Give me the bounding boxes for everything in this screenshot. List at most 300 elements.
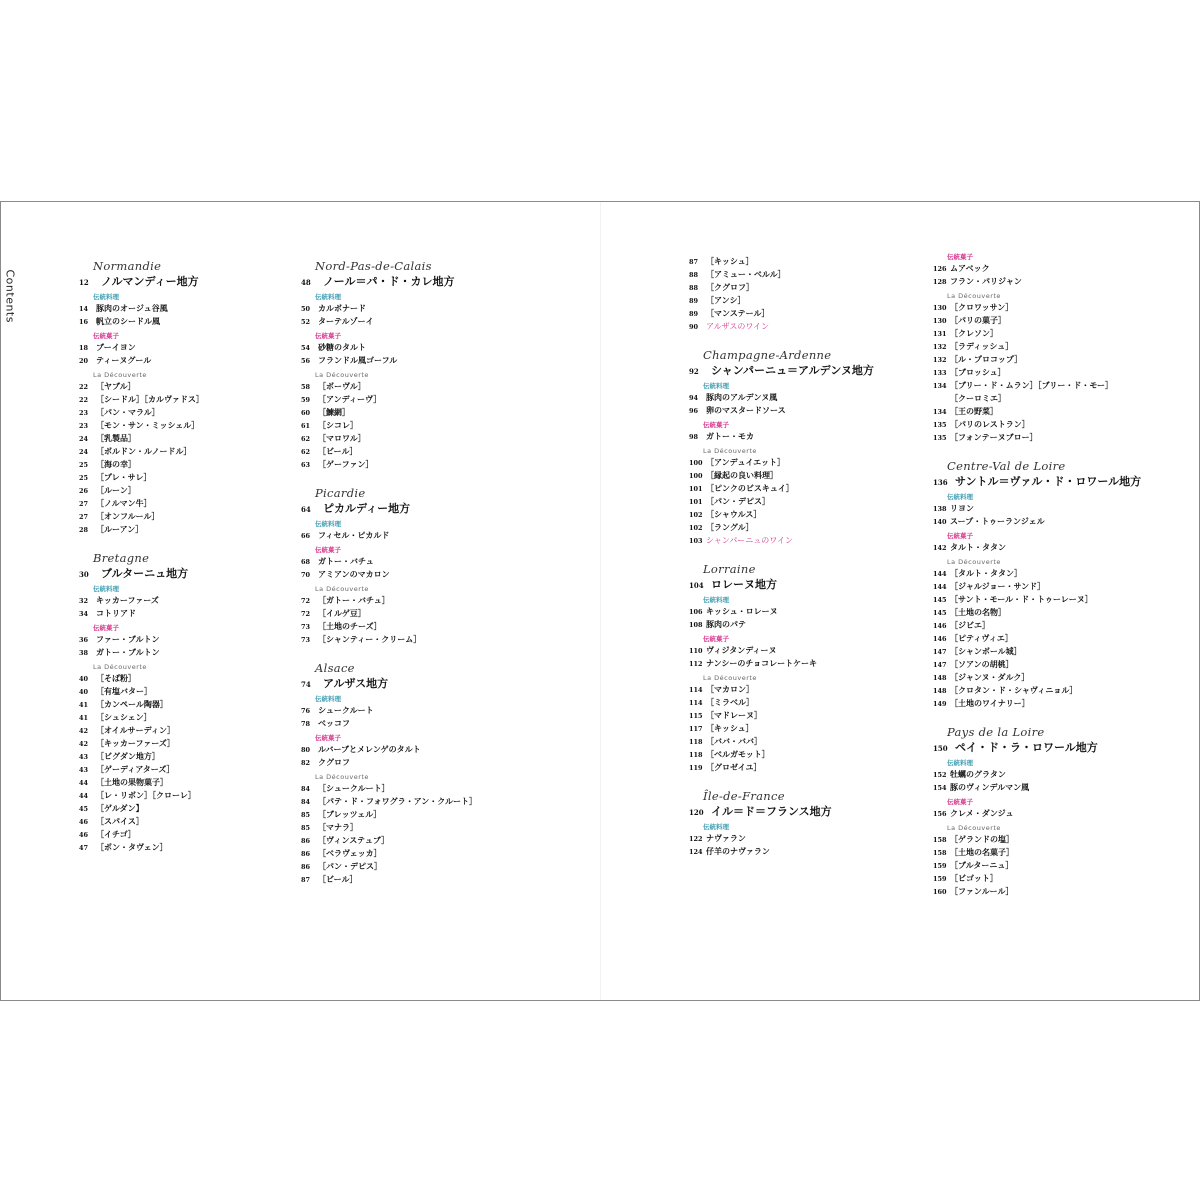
contents-entry: [301, 847, 546, 860]
region-name: サントル＝ヴァル・ド・ロワール地方: [955, 475, 1142, 488]
contents-entry: [933, 658, 1178, 671]
entry-page-number: 23: [79, 409, 89, 417]
section-label: 伝統菓子: [703, 635, 729, 643]
entry-title: 仔羊のナヴァラン: [706, 846, 770, 856]
entry-page-number: 42: [79, 727, 89, 735]
contents-entry: [689, 391, 934, 404]
entry-title: ［シャウルス］: [706, 509, 762, 519]
entry-page-number: 148: [933, 687, 947, 695]
entry-title: 豚肉のアルデンヌ風: [706, 392, 778, 402]
entry-title: ［ソアンの胡桃］: [950, 659, 1014, 669]
contents-entry: [79, 380, 324, 393]
entry-page-number: 119: [689, 764, 703, 772]
entry-title: ［縁起の良い料理］: [706, 470, 778, 480]
entry-page-number: 134: [933, 408, 947, 416]
entry-title: ヴィジタンディーヌ: [706, 645, 777, 655]
contents-entry: [933, 405, 1178, 418]
entry-page-number: 156: [933, 810, 947, 818]
entry-title: ［サント・モール・ド・トゥーレーヌ］: [950, 594, 1093, 604]
entry-page-number: 138: [933, 505, 947, 513]
contents-entry: [689, 495, 934, 508]
entry-page-number: 106: [689, 608, 703, 616]
entry-title: アミアンのマカロン: [318, 569, 390, 579]
entry-page-number: 103: [689, 537, 703, 545]
section-label: 伝統料理: [315, 293, 341, 301]
entry-title: フィセル・ピカルド: [318, 530, 390, 540]
entry-title: ルバーブとメレンゲのタルト: [318, 744, 421, 754]
entry-page-number: 22: [79, 383, 89, 391]
entry-page-number: 142: [933, 544, 947, 552]
entry-page-number: 159: [933, 862, 947, 870]
entry-title: ［海の幸］: [96, 459, 136, 469]
entry-page-number: 80: [301, 746, 311, 754]
contents-entry: [933, 340, 1178, 353]
region-title: [79, 566, 324, 581]
entry-page-number: 59: [301, 396, 311, 404]
entry-title: ターテルゾーイ: [318, 316, 374, 326]
entry-page-number: 89: [689, 297, 699, 305]
entry-title: ［パン・デピス］: [706, 496, 770, 506]
contents-entry: [689, 735, 934, 748]
region-section: [301, 660, 546, 886]
entry-title: ［ヴィンステュブ］: [318, 835, 390, 845]
contents-entry: [689, 534, 934, 547]
entry-title: ［ピティヴィエ］: [950, 633, 1013, 643]
contents-entry: [301, 555, 546, 568]
contents-entry: [933, 833, 1178, 846]
entry-page-number: 86: [301, 863, 311, 871]
entry-page-number: 86: [301, 850, 311, 858]
contents-entry: [933, 262, 1178, 275]
entry-title: タルト・タタン: [950, 542, 1006, 552]
entry-page-number: 140: [933, 518, 947, 526]
contents-entry: [79, 484, 324, 497]
contents-entry: [689, 709, 934, 722]
section-label: 伝統料理: [703, 382, 729, 390]
contents-entry: [79, 672, 324, 685]
entry-title: ナヴァラン: [706, 833, 746, 843]
contents-entry: [301, 756, 546, 769]
region-title: [689, 363, 934, 378]
contents-entry: [79, 302, 324, 315]
entry-title: 豚肉のパテ: [706, 619, 746, 629]
entry-page-number: 117: [689, 725, 703, 733]
contents-entry: [301, 380, 546, 393]
contents-entry: [933, 418, 1178, 431]
contents-entry: [933, 684, 1178, 697]
region-section: [689, 561, 934, 774]
contents-entry: [933, 859, 1178, 872]
section-label: 伝統料理: [315, 520, 341, 528]
contents-entry: [79, 445, 324, 458]
entry-title: ［ファンルール］: [950, 886, 1014, 896]
entry-page-number: 126: [933, 265, 947, 273]
entry-page-number: 135: [933, 434, 947, 442]
section-label: La Découverte: [315, 371, 369, 379]
entry-page-number: 62: [301, 448, 311, 456]
entry-page-number: 40: [79, 675, 89, 683]
entry-page-number: 18: [79, 344, 89, 352]
contents-entry: [79, 841, 324, 854]
contents-entry: [689, 722, 934, 735]
contents-entry: [79, 432, 324, 445]
contents-entry: [689, 696, 934, 709]
entry-page-number: 41: [79, 714, 89, 722]
contents-entry: [933, 872, 1178, 885]
entry-page-number: 46: [79, 831, 89, 839]
entry-page-number: 28: [79, 526, 89, 534]
section-label: La Découverte: [93, 371, 147, 379]
contents-entry: [933, 353, 1178, 366]
contents-entry: [933, 541, 1178, 554]
entry-title: ［ピンクのビスキュイ］: [706, 483, 794, 493]
contents-entry: [689, 307, 934, 320]
entry-title: ［クロタン・ド・シャヴィニョル］: [950, 685, 1078, 695]
entry-page-number: 82: [301, 759, 311, 767]
entry-title: ［シャンボール城］: [950, 646, 1022, 656]
entry-title: ［パリのレストラン］: [950, 419, 1030, 429]
contents-entry: [933, 781, 1178, 794]
contents-entry: [933, 671, 1178, 684]
entry-page-number: 90: [689, 323, 699, 331]
entry-page-number: 132: [933, 356, 947, 364]
entry-title: ［ビグダン地方］: [96, 751, 160, 761]
entry-title: ガトー・モカ: [706, 431, 754, 441]
contents-entry: [79, 646, 324, 659]
entry-title: ［キッシュ］: [706, 723, 754, 733]
entry-page-number: 27: [79, 500, 89, 508]
contents-entry: [689, 845, 934, 858]
contents-entry: [301, 795, 546, 808]
contents-entry: [79, 698, 324, 711]
region-script-title: Champagne-Ardenne: [703, 348, 832, 362]
entry-page-number: 147: [933, 661, 947, 669]
section-label: La Découverte: [947, 292, 1001, 300]
entry-title: 牡蠣のグラタン: [950, 769, 1006, 779]
contents-entry: [689, 456, 934, 469]
entry-title: ［ブロッシュ］: [950, 367, 1006, 377]
region-name: ノルマンディー地方: [101, 275, 199, 288]
entry-page-number: 94: [689, 394, 699, 402]
contents-entry: [933, 301, 1178, 314]
entry-title: ［シードル］［カルヴァドス］: [96, 394, 204, 404]
entry-page-number: 102: [689, 511, 703, 519]
entry-page-number: 130: [933, 304, 947, 312]
entry-title: ［シュシェン］: [96, 712, 152, 722]
region-script-title: Pays de la Loire: [947, 725, 1045, 739]
entry-page-number: 84: [301, 798, 311, 806]
entry-title: ［クロワッサン］: [950, 302, 1014, 312]
entry-title: スープ・トゥーランジェル: [950, 516, 1045, 526]
contents-entry: [301, 743, 546, 756]
entry-title: ［王の野菜］: [950, 406, 998, 416]
region-title: [933, 474, 1178, 489]
contents-entry: [79, 763, 324, 776]
entry-title: ［ビゴット］: [950, 873, 998, 883]
entry-title: ブーイヨン: [96, 342, 136, 352]
entry-page-number: 144: [933, 583, 947, 591]
entry-title: ［土地の名物］: [950, 607, 1006, 617]
entry-title: ［そば粉］: [96, 673, 136, 683]
entry-page-number: 115: [689, 712, 703, 720]
entry-title: 豚のヴィンデルマン風: [950, 782, 1030, 792]
entry-title: ［ジャルジョー・サンド］: [950, 581, 1046, 591]
contents-entry: [301, 594, 546, 607]
entry-title: ［アンデュイエット］: [706, 457, 785, 467]
entry-title: ［キッシュ］: [706, 256, 754, 266]
entry-title: ［アンディーヴ］: [318, 394, 382, 404]
region-script-title: Picardie: [315, 486, 366, 500]
contents-entry: [689, 618, 934, 631]
contents-entry: [79, 458, 324, 471]
entry-title: ティーヌグール: [96, 355, 152, 365]
contents-entry: [79, 685, 324, 698]
contents-entry: [933, 697, 1178, 710]
entry-page-number: 43: [79, 766, 89, 774]
contents-entry: [301, 607, 546, 620]
contents-entry: [689, 482, 934, 495]
contents-entry: [689, 832, 934, 845]
entry-page-number: 42: [79, 740, 89, 748]
entry-page-number: 149: [933, 700, 947, 708]
entry-page-number: 36: [79, 636, 89, 644]
region-name: ロレーヌ地方: [711, 578, 777, 591]
contents-entry: [689, 683, 934, 696]
section-label: 伝統料理: [315, 695, 341, 703]
entry-page-number: 152: [933, 771, 947, 779]
entry-page-number: 102: [689, 524, 703, 532]
contents-entry: [689, 644, 934, 657]
contents-entry: [79, 828, 324, 841]
contents-entry: [79, 419, 324, 432]
entry-page-number: 25: [79, 474, 89, 482]
contents-entry: [933, 502, 1178, 515]
entry-title: ［ノルマン牛］: [96, 498, 152, 508]
entry-title: ［パテ・ド・フォワグラ・アン・クルート］: [318, 796, 478, 806]
contents-entry: [301, 860, 546, 873]
entry-page-number: 84: [301, 785, 311, 793]
region-title: [301, 676, 546, 691]
region-section: [689, 255, 934, 333]
contents-entry: [301, 782, 546, 795]
entry-title: ［クーロミエ］: [950, 393, 1006, 403]
entry-title: ［イルゲ豆］: [318, 608, 366, 618]
section-label: 伝統菓子: [947, 253, 973, 261]
entry-title: ［マロワル］: [318, 433, 366, 443]
entry-title: ［イチゴ］: [96, 829, 136, 839]
entry-title: ［土地のワイナリー］: [950, 698, 1030, 708]
section-label: La Découverte: [315, 773, 369, 781]
entry-page-number: 96: [689, 407, 699, 415]
region-page-number: 74: [301, 680, 311, 689]
section-label: 伝統菓子: [315, 546, 341, 554]
entry-page-number: 61: [301, 422, 311, 430]
section-label: 伝統菓子: [93, 624, 119, 632]
region-page-number: 150: [933, 744, 948, 753]
entry-title: ベッコフ: [318, 718, 350, 728]
region-name: シャンパーニュ＝アルデンヌ地方: [711, 364, 874, 377]
entry-title: ガトー・バチュ: [318, 556, 374, 566]
contents-entry: [933, 632, 1178, 645]
contents-entry: [79, 497, 324, 510]
contents-entry: [301, 620, 546, 633]
entry-title: ［土地の果物菓子］: [96, 777, 168, 787]
entry-page-number: 124: [689, 848, 703, 856]
entry-title: 砂糖のタルト: [318, 342, 366, 352]
page-gutter: [600, 202, 601, 1000]
contents-entry: [79, 315, 324, 328]
entry-page-number: 66: [301, 532, 311, 540]
contents-entry: [933, 314, 1178, 327]
entry-title: 卵のマスタードソース: [706, 405, 786, 415]
entry-page-number: 25: [79, 461, 89, 469]
entry-title: ［ボルドン・ルノードル］: [96, 446, 192, 456]
region-name: ブルターニュ地方: [101, 567, 189, 580]
contents-entry: [301, 406, 546, 419]
entry-page-number: 98: [689, 433, 699, 441]
entry-page-number: 88: [689, 284, 699, 292]
entry-title: ［ブレッツェル］: [318, 809, 382, 819]
entry-page-number: 26: [79, 487, 89, 495]
region-page-number: 92: [689, 367, 699, 376]
contents-entry: [79, 393, 324, 406]
entry-page-number: 38: [79, 649, 89, 657]
entry-page-number: 47: [79, 844, 89, 852]
region-section: [933, 252, 1178, 444]
contents-entry: [79, 607, 324, 620]
contents-entry: [301, 419, 546, 432]
section-label: 伝統菓子: [947, 798, 973, 806]
entry-title: ［ブルターニュ］: [950, 860, 1014, 870]
entry-page-number: 16: [79, 318, 89, 326]
contents-entry: [79, 724, 324, 737]
contents-entry: [689, 281, 934, 294]
entry-title: ［ルーアン］: [96, 524, 144, 534]
region-title: [689, 804, 934, 819]
entry-page-number: 133: [933, 369, 947, 377]
contents-entry: [301, 568, 546, 581]
region-section: [689, 347, 934, 547]
entry-title: ［マンステール］: [706, 308, 770, 318]
entry-title: 帆立のシードル風: [96, 316, 160, 326]
contents-entry: [79, 471, 324, 484]
entry-page-number: 110: [689, 647, 703, 655]
contents-entry: [301, 873, 546, 886]
entry-title: ［タルト・タタン］: [950, 568, 1022, 578]
region-page-number: 30: [79, 570, 89, 579]
contents-entry: [79, 633, 324, 646]
entry-title: ［乳製品］: [96, 433, 136, 443]
entry-page-number: 148: [933, 674, 947, 682]
contents-entry: [689, 605, 934, 618]
entry-page-number: 24: [79, 435, 89, 443]
contents-entry: [301, 341, 546, 354]
entry-page-number: 54: [301, 344, 311, 352]
entry-title: キッシュ・ロレーヌ: [706, 606, 778, 616]
region-section: [689, 788, 934, 858]
section-label: 伝統菓子: [93, 332, 119, 340]
entry-page-number: 132: [933, 343, 947, 351]
region-script-title: Alsace: [315, 661, 355, 675]
contents-entry: [933, 515, 1178, 528]
entry-page-number: 45: [79, 805, 89, 813]
entry-page-number: 85: [301, 811, 311, 819]
entry-page-number: 114: [689, 699, 703, 707]
section-label: La Découverte: [947, 558, 1001, 566]
entry-title: ［キッカーファーズ］: [96, 738, 175, 748]
entry-title: クグロフ: [318, 757, 350, 767]
entry-title: ［ル・プロコップ］: [950, 354, 1023, 364]
entry-title: ［シュークルート］: [318, 783, 390, 793]
region-script-title: Lorraine: [703, 562, 756, 576]
entry-page-number: 160: [933, 888, 947, 896]
entry-page-number: 145: [933, 596, 947, 604]
region-section: [301, 485, 546, 646]
region-page-number: 12: [79, 278, 89, 287]
entry-title: ［ジビエ］: [950, 620, 990, 630]
region-script-title: Bretagne: [93, 551, 150, 565]
region-page-number: 136: [933, 478, 948, 487]
region-section: [79, 550, 324, 854]
contents-entry: [79, 815, 324, 828]
entry-page-number: 134: [933, 382, 947, 390]
entry-page-number: 131: [933, 330, 947, 338]
entry-page-number: 159: [933, 875, 947, 883]
contents-entry: [689, 430, 934, 443]
entry-page-number: 44: [79, 779, 89, 787]
entry-page-number: 154: [933, 784, 947, 792]
entry-page-number: 34: [79, 610, 89, 618]
entry-title: ムアベック: [950, 263, 990, 273]
entry-title: フラン・パリジャン: [950, 276, 1022, 286]
entry-page-number: 122: [689, 835, 703, 843]
entry-page-number: 72: [301, 610, 311, 618]
section-label: 伝統料理: [947, 759, 973, 767]
section-label: La Découverte: [93, 663, 147, 671]
entry-title: ［クレソン］: [950, 328, 998, 338]
entry-title: ［ゲルダン】: [96, 803, 144, 813]
entry-page-number: 158: [933, 849, 947, 857]
contents-entry: [79, 750, 324, 763]
entry-title: ［ミラベル］: [706, 697, 754, 707]
region-page-number: 120: [689, 808, 704, 817]
entry-page-number: 146: [933, 622, 947, 630]
entry-page-number: 158: [933, 836, 947, 844]
entry-title: ［土地の名菓子］: [950, 847, 1014, 857]
entry-page-number: 78: [301, 720, 311, 728]
entry-title: ［ポン・タヴェン］: [96, 842, 168, 852]
contents-entry: [301, 834, 546, 847]
entry-title: 豚肉のオージュ谷風: [96, 303, 168, 313]
section-label: La Découverte: [315, 585, 369, 593]
entry-page-number: 32: [79, 597, 89, 605]
region-title: [79, 274, 324, 289]
entry-title: ［オンフルール］: [96, 511, 160, 521]
entry-page-number: 87: [689, 258, 699, 266]
entry-page-number: 101: [689, 485, 703, 493]
entry-page-number: 108: [689, 621, 703, 629]
contents-entry: [933, 645, 1178, 658]
entry-page-number: 146: [933, 635, 947, 643]
entry-title: ［ゲーファン］: [318, 459, 374, 469]
contents-entry: [301, 354, 546, 367]
entry-title: ［ラディッシュ］: [950, 341, 1014, 351]
entry-page-number: 85: [301, 824, 311, 832]
entry-page-number: 27: [79, 513, 89, 521]
contents-entry: [301, 315, 546, 328]
region-name: ペイ・ド・ラ・ロワール地方: [955, 741, 1098, 754]
entry-title: ［有塩バター］: [96, 686, 152, 696]
